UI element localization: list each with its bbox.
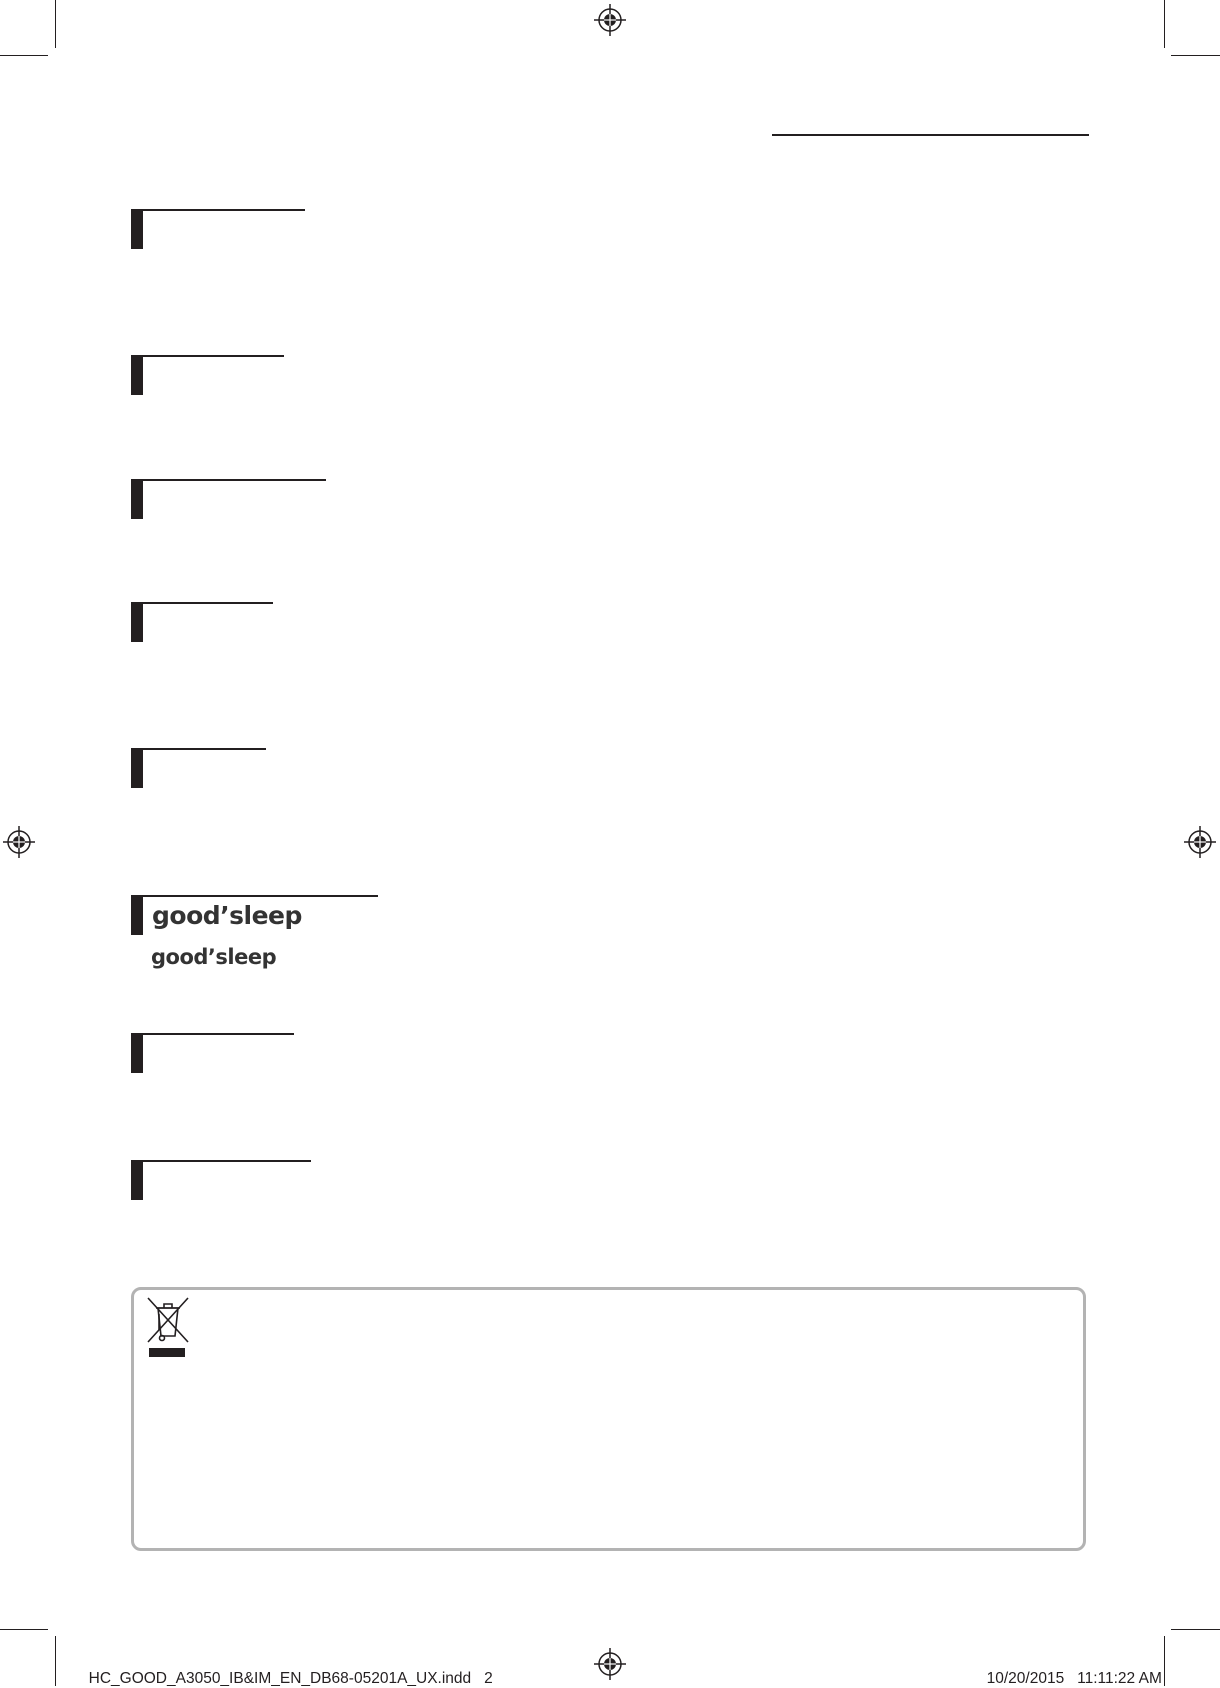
crop-mark <box>1171 1629 1220 1630</box>
heading-rule <box>143 479 326 481</box>
footer-filename-text: HC_GOOD_A3050_IB&IM_EN_DB68-05201A_UX.indd <box>88 1670 472 1687</box>
heading-bar <box>131 479 143 519</box>
heading-bar <box>131 1160 143 1200</box>
crop-mark <box>0 55 48 56</box>
footer-date: 10/20/2015 <box>986 1670 1065 1687</box>
good-sleep-logo: good’sleep <box>152 901 302 930</box>
disposal-notice-box <box>131 1287 1086 1551</box>
heading-bar <box>131 748 143 788</box>
crop-mark <box>1164 0 1165 48</box>
registration-mark-icon <box>1184 826 1216 858</box>
crop-mark <box>0 1629 48 1630</box>
heading-rule <box>143 602 273 604</box>
crop-mark <box>1171 55 1220 56</box>
footer-timestamp <box>978 1652 1162 1688</box>
good-sleep-sub-logo: good’sleep <box>151 945 277 969</box>
registration-mark-icon <box>594 1648 626 1680</box>
registration-mark-icon <box>3 826 35 858</box>
heading-bar <box>131 355 143 395</box>
heading-rule <box>143 1033 294 1035</box>
crop-mark <box>1164 1636 1165 1686</box>
heading-rule <box>143 209 305 211</box>
footer-page-number: 2 <box>484 1670 493 1687</box>
footer-filename <box>80 1652 493 1688</box>
footer-time: 11:11:22 AM <box>1077 1670 1162 1687</box>
registration-mark-icon <box>594 4 626 36</box>
header-rule <box>772 134 1089 136</box>
crop-mark <box>55 0 56 48</box>
heading-rule <box>143 895 378 897</box>
crop-mark <box>55 1636 56 1686</box>
heading-bar <box>131 895 143 935</box>
heading-rule <box>143 355 284 357</box>
heading-rule <box>143 748 266 750</box>
heading-rule <box>143 1160 311 1162</box>
heading-bar <box>131 1033 143 1073</box>
heading-bar <box>131 602 143 642</box>
heading-bar <box>131 209 143 249</box>
crossed-out-wheelie-bin-icon <box>145 1296 191 1360</box>
